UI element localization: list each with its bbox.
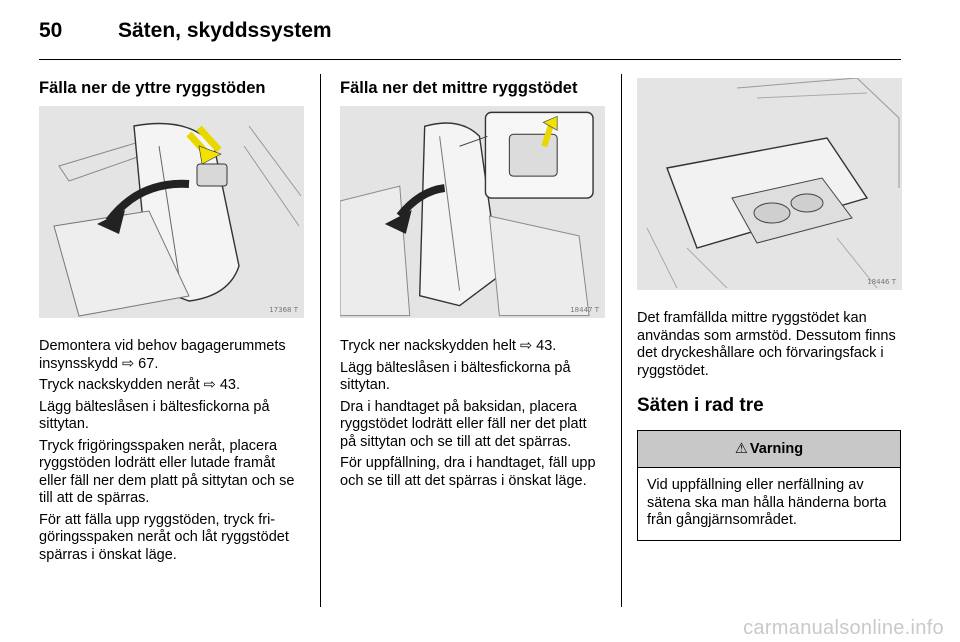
paragraph: Tryck frigöringsspaken neråt, placera ryggstöden lodrätt eller lutade framåt eller fäll ner dem platt på sittytan och se till att de spärras. [39,437,295,506]
seat-illustration-svg [39,106,304,318]
paragraph: Tryck nackskydden neråt ⇨ 43. [39,377,241,393]
paragraph: Lägg bälteslåsen i bältesfickorna på sittytan. [39,398,270,432]
paragraph: För att fälla upp ryggstöden, tryck frigöringsspaken neråt och låt ryggstödet spärras i önskat läge. [39,511,289,563]
figure-id: 18446 T [867,278,896,286]
paragraph: För uppfällning, dra i handtaget, fäll upp och se till att det spärras i önskat läge. [340,455,596,489]
seat-illustration-svg [340,106,605,318]
header-rule [39,59,901,60]
paragraph: Demontera vid behov bagagerummets insynsskydd ⇨ 67. [39,338,286,372]
column-armrest [637,78,902,541]
figure-id: 18447 T [570,306,599,314]
paragraph: Tryck ner nackskydden helt ⇨ 43. [340,338,557,354]
page-title: Säten, skyddssystem [118,19,332,42]
page-number: 50 [39,19,63,42]
paragraph: Det framfällda mittre ryggstödet kan användas som armstöd. Dessutom finns det dryckeshållare och förvaringsfack i ryggstödet. [637,310,896,379]
figure-id: 17368 T [269,306,298,314]
paragraph: Lägg bälteslåsen i bältesfickorna på sittytan. [340,359,571,393]
watermark: carmanualsonline.info [743,617,944,639]
column-divider [621,74,622,607]
section-title: Fälla ner det mittre ryggstödet [340,79,578,97]
warning-icon: ⚠ [734,441,748,457]
warning-heading: Varning [749,441,804,457]
paragraph: Dra i handtaget på baksidan, placera ryggstödet lodrätt eller fäll ner det platt på sittytan och se till att det spärras. [340,398,587,450]
warning-header [638,431,900,468]
warning-text: Vid uppfällning eller nerfällning av sätena ska man hålla händerna borta från gångjärnsområdet. [647,477,887,528]
outer-backrest-illustration [39,106,304,318]
section-title: Säten i rad tre [637,395,764,416]
column-divider [320,74,321,607]
section-title: Fälla ner de yttre ryggstöden [39,79,266,97]
middle-backrest-illustration [340,106,605,318]
column-middle-backrest [340,78,606,494]
armrest-illustration [637,78,902,290]
armrest-illustration-svg [637,78,902,290]
column-outer-backrests [39,78,304,568]
warning-box [637,430,901,541]
